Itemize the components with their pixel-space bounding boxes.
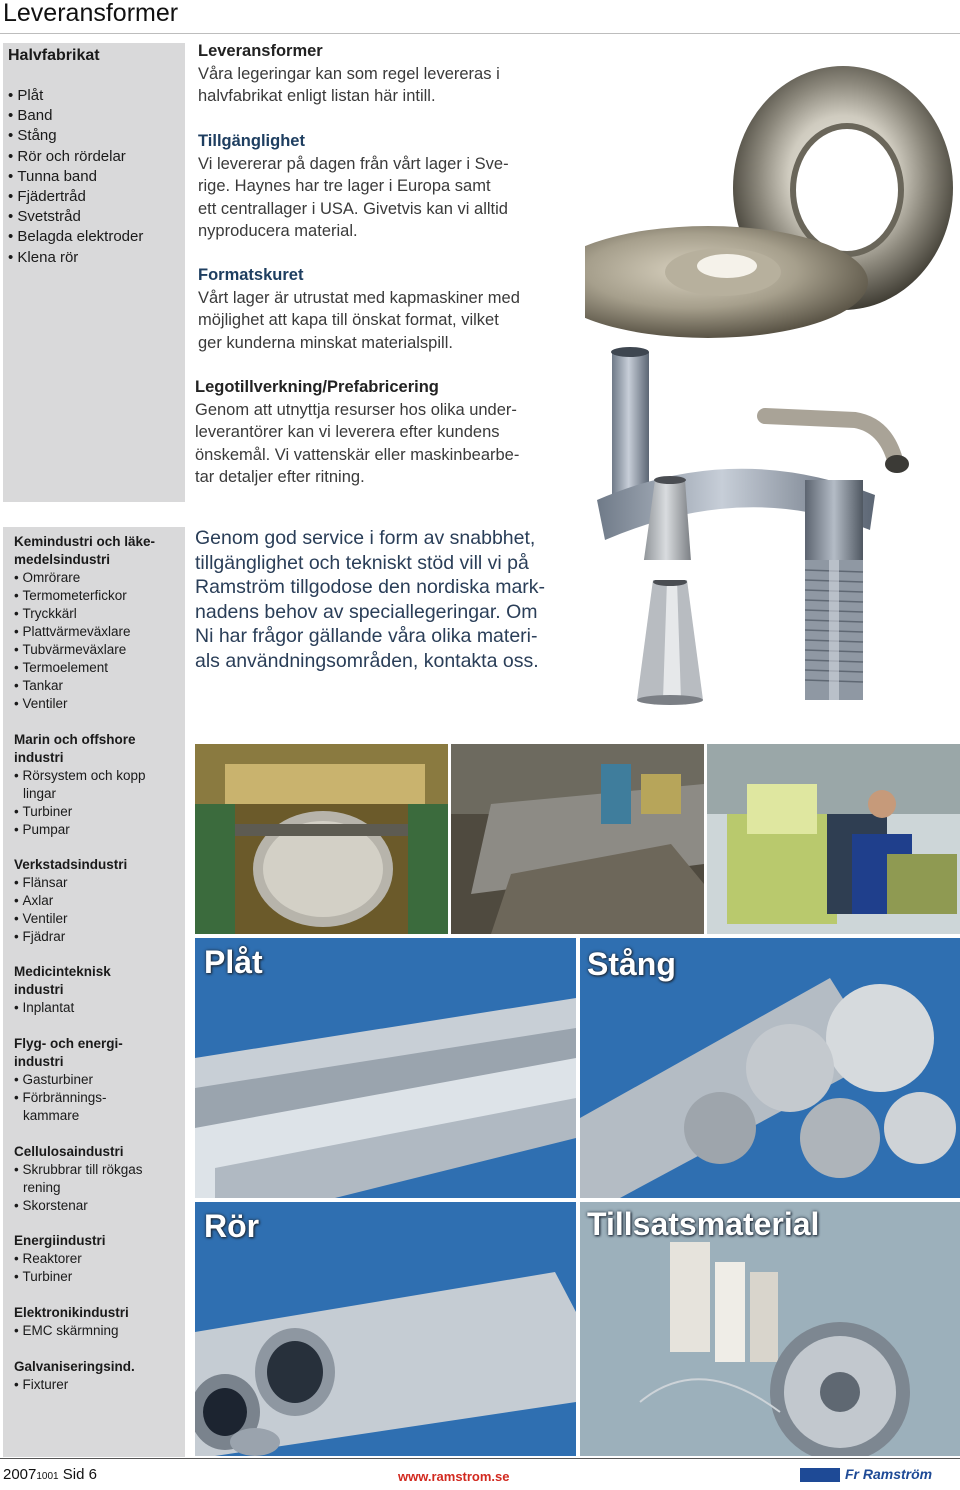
text-line: möjlighet att kapa till önskat format, vilket xyxy=(198,311,499,329)
text-line: rige. Haynes har tre lager i Europa samt xyxy=(198,177,491,195)
section-heading: Tillgänglighet xyxy=(198,132,305,150)
plat-label: Plåt xyxy=(204,944,263,980)
title-divider xyxy=(0,33,960,34)
industry-group-energi xyxy=(14,1232,182,1286)
industry-item: • Pumpar xyxy=(14,821,182,839)
industry-item: • Flänsar xyxy=(14,874,182,892)
industry-item: • Axlar xyxy=(14,892,182,910)
service-statement xyxy=(195,526,570,673)
list-item: • Klena rör xyxy=(8,248,143,268)
sawing-machine-photo xyxy=(195,744,448,934)
page-code-version: 1001 xyxy=(36,1471,59,1482)
industry-item: • Reaktorer xyxy=(14,1250,182,1268)
text-line: tar detaljer efter ritning. xyxy=(195,468,365,486)
industry-item: • Turbiner xyxy=(14,1268,182,1286)
halvfabrikat-box xyxy=(3,43,185,502)
section-heading: Leveransformer xyxy=(198,42,323,60)
industry-group-kemindustri xyxy=(14,533,182,713)
list-item: • Band xyxy=(8,106,143,126)
industry-heading: Energiindustri xyxy=(14,1233,106,1248)
threaded-pipe-image xyxy=(805,480,863,560)
text-line: leverantörer kan vi leverera efter kundens xyxy=(195,423,500,441)
industry-heading: industri xyxy=(14,1054,64,1069)
halvfabrikat-heading: Halvfabrikat xyxy=(8,47,100,64)
industry-heading: Galvaniseringsind. xyxy=(14,1359,135,1374)
text-line: nyproducera material. xyxy=(198,222,358,240)
text-line: Våra legeringar kan som regel levereras i xyxy=(198,64,500,83)
list-item: • Belagda elektroder xyxy=(8,227,143,247)
industry-group-galvanisering xyxy=(14,1358,182,1394)
tillsats-label: Tillsatsmaterial xyxy=(587,1206,820,1242)
industry-item: • Fjädrar xyxy=(14,928,182,946)
industry-item: • Gasturbiner xyxy=(14,1071,182,1089)
industry-heading: Kemindustri och läke- xyxy=(14,534,156,549)
industry-item: • Omrörare xyxy=(14,569,182,587)
product-photos-svg xyxy=(585,40,955,560)
industry-heading: Elektronikindustri xyxy=(14,1305,129,1320)
industry-item: • Termoelement xyxy=(14,659,182,677)
section-heading: Formatskuret xyxy=(198,266,304,284)
cutting-table-photo xyxy=(451,744,704,934)
industry-item: • Rörsystem och kopp xyxy=(14,767,182,785)
statement-line: Ni har frågor gällande våra olika materi- xyxy=(195,625,538,647)
industry-item: • Ventiler xyxy=(14,910,182,928)
page-title: Leveransformer xyxy=(3,0,179,27)
text-line: halvfabrikat enligt listan här intill. xyxy=(198,87,436,105)
industries-box xyxy=(3,527,185,1457)
section-leveransformer xyxy=(198,40,578,108)
industry-item: • Skrubbrar till rökgas xyxy=(14,1161,182,1179)
industry-group-marin xyxy=(14,731,182,839)
industry-item: lingar xyxy=(23,786,57,801)
statement-line: nadens behov av speciallegeringar. Om xyxy=(195,600,538,623)
industry-group-elektronik xyxy=(14,1304,182,1340)
ror-label: Rör xyxy=(204,1208,260,1244)
stang-photo xyxy=(580,938,960,1198)
website-link[interactable]: www.ramstrom.se xyxy=(398,1469,510,1484)
cone-lower xyxy=(635,580,705,705)
section-tillganglighet xyxy=(198,130,578,243)
halvfabrikat-list xyxy=(8,86,143,268)
page-number: Sid 6 xyxy=(58,1466,97,1483)
industry-group-medicinteknisk xyxy=(14,963,182,1017)
list-item: • Svetstråd xyxy=(8,207,143,227)
industry-heading: medelsindustri xyxy=(14,552,111,567)
industry-item: rening xyxy=(23,1180,61,1195)
bent-tube-image xyxy=(765,416,909,473)
industry-item: • Tankar xyxy=(14,677,182,695)
statement-line: Genom god service i form av snabbhet, xyxy=(195,527,536,549)
machinist-photo xyxy=(707,744,960,934)
list-item: • Tunna band xyxy=(8,167,143,187)
list-item: • Plåt xyxy=(8,86,143,106)
list-item: • Fjädertråd xyxy=(8,187,143,207)
industry-item: • Skorstenar xyxy=(14,1197,182,1215)
statement-line: Ramström tillgodose den nordiska mark- xyxy=(195,576,546,598)
industry-item: • Inplantat xyxy=(14,999,182,1017)
industry-item: • Tryckkärl xyxy=(14,605,182,623)
industry-group-verkstad xyxy=(14,856,182,946)
industry-heading: Medicinteknisk xyxy=(14,964,111,979)
industry-heading: industri xyxy=(14,750,64,765)
list-item: • Rör och rördelar xyxy=(8,147,143,167)
section-heading: Legotillverkning/Prefabricering xyxy=(195,378,439,396)
brand-logo: Fr Ramström xyxy=(845,1466,933,1482)
text-line: ger kunderna minskat materialspill. xyxy=(198,333,453,352)
industry-item: • EMC skärmning xyxy=(14,1322,182,1340)
text-line: ett centrallager i USA. Givetvis kan vi alltid xyxy=(198,199,508,218)
industry-item: • Fixturer xyxy=(14,1376,182,1394)
text-line: Vårt lager är utrustat med kapmaskiner med xyxy=(198,288,520,307)
statement-line: tillgänglighet och tekniskt stöd vill vi på xyxy=(195,551,529,574)
industry-heading: Cellulosaindustri xyxy=(14,1144,124,1159)
industry-item: • Turbiner xyxy=(14,803,182,821)
industry-group-cellulosa xyxy=(14,1143,182,1215)
page-code xyxy=(3,1466,97,1483)
plat-photo xyxy=(195,938,576,1198)
tillsats-photo xyxy=(580,1202,960,1456)
industry-heading: Verkstadsindustri xyxy=(14,857,128,872)
text-line: Vi levererar på dagen från vårt lager i Sve- xyxy=(198,154,509,173)
text-line: önskemål. Vi vattenskär eller maskinbearbe- xyxy=(195,445,520,464)
section-legotillverkning xyxy=(195,376,575,489)
industry-item: • Termometerfickor xyxy=(14,587,182,605)
stang-label: Stång xyxy=(587,946,676,982)
industry-item: • Tubvärmeväxlare xyxy=(14,641,182,659)
page-code-year: 2007 xyxy=(3,1466,37,1483)
industry-heading: Marin och offshore xyxy=(14,732,136,747)
statement-line: als användningsområden, kontakta oss. xyxy=(195,649,539,672)
industry-group-flyg xyxy=(14,1035,182,1125)
footer-divider xyxy=(0,1458,960,1459)
industry-item: • Förbrännings- xyxy=(14,1089,182,1107)
industry-heading: Flyg- och energi- xyxy=(14,1036,123,1051)
industry-item: • Plattvärmeväxlare xyxy=(14,623,182,641)
industry-heading: industri xyxy=(14,982,64,997)
logo-mark-icon xyxy=(800,1468,840,1482)
section-formatskuret xyxy=(198,264,578,354)
threaded-pipe-lower xyxy=(805,560,865,700)
text-line: Genom att utnyttja resurser hos olika under- xyxy=(195,400,517,419)
ror-photo xyxy=(195,1202,576,1456)
industry-item: kammare xyxy=(23,1108,80,1123)
list-item: • Stång xyxy=(8,126,143,146)
industry-item: • Ventiler xyxy=(14,695,182,713)
